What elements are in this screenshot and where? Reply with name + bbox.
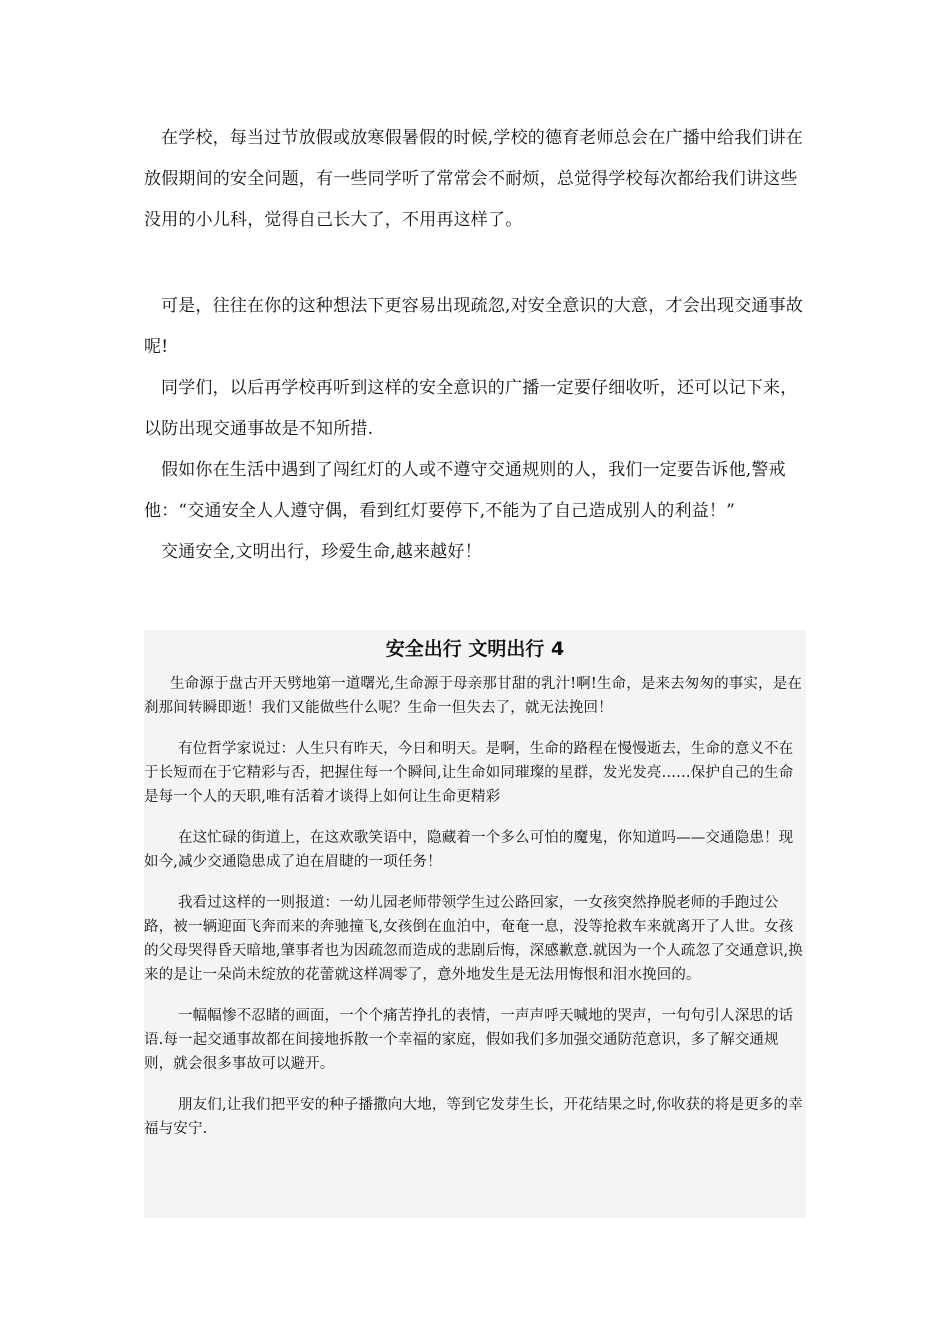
paragraph: 同学们，以后再学校再听到这样的安全意识的广播一定要仔细收听，还可以记下来，以防出现交通事故是不知所措. (144, 378, 798, 439)
essay-title: 安全出行 文明出行 4 (385, 638, 565, 660)
paragraph: 在学校，每当过节放假或放寒假暑假的时候,学校的德育老师总会在广播中给我们讲在放假期间的安全问题，有一些同学听了常常会不耐烦，总觉得学校每次都给我们讲这些没用的小儿科，觉得自己长大了，不用再这样了。 (144, 128, 804, 230)
paragraph: 朋友们,让我们把平安的种子播撒向大地，等到它发芽生长，开花结果之时,你收获的将是更多的幸福与安宁. (144, 1097, 803, 1137)
paragraph: 交通安全,文明出行，珍爱生命,越来越好！ (161, 542, 482, 562)
paragraph: 有位哲学家说过：人生只有昨天，今日和明天。是啊，生命的路程在慢慢逝去，生命的意义不在于长短而在于它精彩与否，把握住每一个瞬间,让生命如同璀璨的星群，发光发亮……保护自己的生命是每一个人的天职,唯有活着才谈得上如何让生命更精彩 (144, 741, 794, 805)
paragraph: 可是，往往在你的这种想法下更容易出现疏忽,对安全意识的大意，才会出现交通事故呢! (144, 296, 804, 357)
paragraph-gap (144, 241, 806, 286)
paragraph: 生命源于盘古开天劈地第一道曙光,生命源于母亲那甘甜的乳汁!啊!生命，是来去匆匆的事实，是在刹那间转瞬即逝！我们又能做些什么呢？生命一但失去了，就无法挽回！ (144, 676, 803, 716)
essay-section (144, 630, 806, 1218)
paragraph: 假如你在生活中遇到了闯红灯的人或不遵守交通规则的人，我们一定要告诉他,警戒他：“交通安全人人遵守偶，看到红灯要停下,不能为了自己造成别人的利益！” (144, 460, 786, 521)
paragraph: 我看过这样的一则报道：一幼儿园老师带领学生过公路回家，一女孩突然挣脱老师的手跑过公路，被一辆迎面飞奔而来的奔驰撞飞,女孩倒在血泊中，奄奄一息，没等抢救车来就离开了人世。女孩的父母哭得昏天暗地,肇事者也为因疏忽而造成的悲剧后悔，深感歉意.就因为一个人疏忽了交通意识,换来的是让一朵尚未绽放的花蕾就这样凋零了，意外地发生是无法用悔恨和泪水挽回的。 (144, 895, 803, 983)
paragraph: 一幅幅惨不忍睹的画面，一个个痛苦挣扎的表情，一声声呼天喊地的哭声，一句句引人深思的话语.每一起交通事故都在间接地拆散一个幸福的家庭，假如我们多加强交通防范意识，多了解交通规则，就会很多事故可以避开。 (144, 1008, 794, 1072)
paragraph: 在这忙碌的街道上，在这欢歌笑语中，隐藏着一个多么可怕的魔鬼，你知道吗——交通隐患！现如今,减少交通隐患成了迫在眉睫的一项任务！ (144, 830, 794, 870)
upper-text-section (144, 118, 806, 573)
